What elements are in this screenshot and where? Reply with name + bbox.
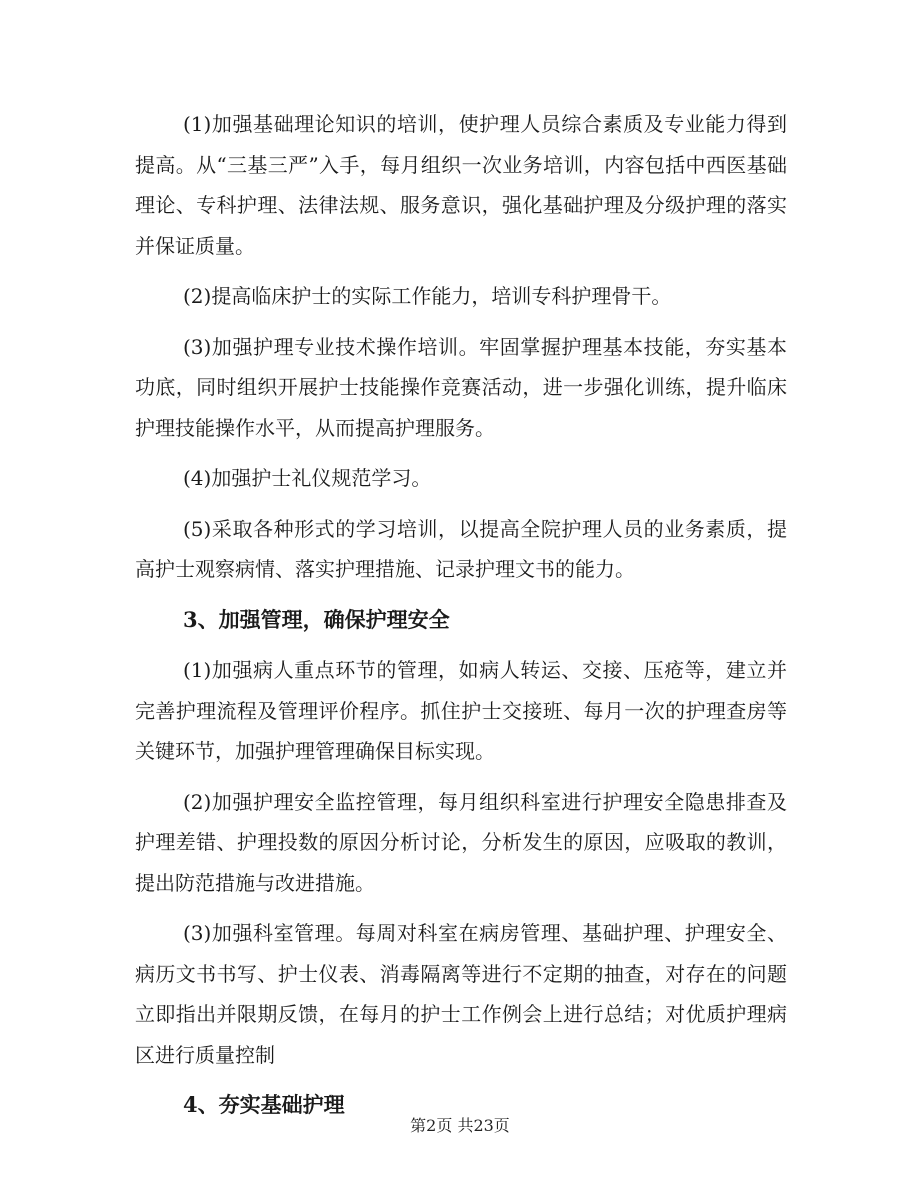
- paragraph-4: (4)加强护士礼仪规范学习。: [183, 466, 432, 490]
- paragraph-1: (1)加强基础理论知识的培训，使护理人员综合素质及专业能力得到提高。从“三基三严”入手，每月组织一次业务培训，内容包括中西医基础理论、专科护理、法律法规、服务意识，强化基础护理及分级护理的落实并保证质量。: [135, 112, 787, 258]
- paragraph-5: (5)采取各种形式的学习培训，以提高全院护理人员的业务素质，提高护士观察病情、落实护理措施、记录护理文书的能力。: [135, 516, 787, 581]
- section-heading-3: 3、加强管理，确保护理安全: [183, 606, 450, 632]
- paragraph-7: (2)加强护理安全监控管理，每月组织科室进行护理安全隐患排查及护理差错、护理投数的原因分析讨论，分析发生的原因，应吸取的教训，提出防范措施与改进措施。: [135, 789, 787, 895]
- section-heading-4: 4、夯实基础护理: [183, 1092, 345, 1117]
- paragraph-6: (1)加强病人重点环节的管理，如病人转运、交接、压疮等，建立并完善护理流程及管理评价程序。抓住护士交接班、每月一次的护理查房等关键环节，加强护理管理确保目标实现。: [135, 658, 787, 763]
- document-body: [135, 104, 787, 1136]
- paragraph-3: (3)加强护理专业技术操作培训。牢固掌握护理基本技能，夯实基本功底，同时组织开展护士技能操作竞赛活动，进一步强化训练，提升临床护理技能操作水平，从而提高护理服务。: [135, 334, 787, 440]
- paragraph-2: (2)提高临床护士的实际工作能力，培训专科护理骨干。: [183, 284, 672, 308]
- paragraph-8: (3)加强科室管理。每周对科室在病房管理、基础护理、护理安全、病历文书书写、护士仪表、消毒隔离等进行不定期的抽查，对存在的问题立即指出并限期反馈，在每月的护士工作例会上进行总结；对优质护理病区进行质量控制: [135, 921, 787, 1067]
- page-number-footer: 第2页 共23页: [410, 1116, 510, 1135]
